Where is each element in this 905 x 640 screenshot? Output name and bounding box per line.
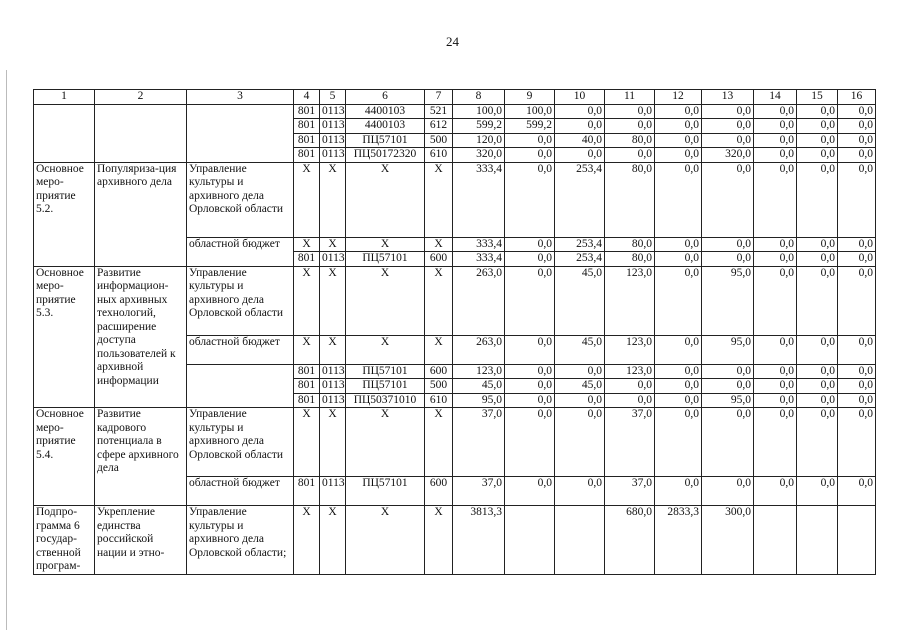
cell: 0,0: [754, 162, 797, 237]
header-cell: 10: [555, 90, 605, 105]
cell: 0,0: [555, 104, 605, 119]
cell: 0113: [320, 104, 346, 119]
cell: 612: [425, 119, 453, 134]
cell: 0,0: [754, 379, 797, 394]
cell: 0,0: [838, 119, 876, 134]
subprogram-title: Укрепление единства российской нации и этно-: [95, 506, 187, 575]
activity-label: Основное меро-приятие 5.3.: [34, 266, 95, 408]
cell: 0,0: [797, 237, 838, 252]
cell: ПЦ57101: [346, 252, 425, 267]
cell: 801: [294, 252, 320, 267]
cell: 263,0: [453, 335, 505, 364]
cell: 123,0: [453, 364, 505, 379]
header-cell: 8: [453, 90, 505, 105]
cell: 320,0: [702, 148, 754, 163]
cell: 0,0: [838, 252, 876, 267]
cell: 0,0: [555, 477, 605, 506]
cell: 80,0: [605, 252, 655, 267]
header-cell: 7: [425, 90, 453, 105]
cell: 0,0: [505, 266, 555, 335]
cell: 0,0: [655, 379, 702, 394]
cell: 0,0: [754, 148, 797, 163]
cell: [797, 506, 838, 575]
cell: 0,0: [754, 252, 797, 267]
cell: 0,0: [797, 148, 838, 163]
cell: X: [320, 162, 346, 237]
cell: 0,0: [838, 364, 876, 379]
header-cell: 15: [797, 90, 838, 105]
cell: 0,0: [655, 119, 702, 134]
cell: 37,0: [453, 477, 505, 506]
cell: 0,0: [505, 393, 555, 408]
cell: 0,0: [555, 364, 605, 379]
cell: 599,2: [505, 119, 555, 134]
cell: 80,0: [605, 237, 655, 252]
cell: 0,0: [838, 393, 876, 408]
cell: 0,0: [505, 252, 555, 267]
table-row: [34, 506, 876, 575]
funding-source: областной бюджет: [187, 237, 294, 266]
cell: X: [346, 162, 425, 237]
cell: 120,0: [453, 133, 505, 148]
cell: 801: [294, 148, 320, 163]
cell: ПЦ57101: [346, 364, 425, 379]
cell: 600: [425, 252, 453, 267]
table-header: [34, 90, 876, 105]
cell: 4400103: [346, 104, 425, 119]
cell: 0,0: [838, 335, 876, 364]
cell: 253,4: [555, 252, 605, 267]
cell: 0,0: [655, 252, 702, 267]
cell: X: [320, 237, 346, 252]
cell: 0,0: [838, 477, 876, 506]
cell: 0,0: [655, 148, 702, 163]
cell: 801: [294, 133, 320, 148]
header-cell: 12: [655, 90, 702, 105]
cell: 100,0: [453, 104, 505, 119]
cell: X: [320, 408, 346, 477]
cell: 0,0: [655, 477, 702, 506]
cell: 0,0: [797, 408, 838, 477]
cell: 0,0: [754, 408, 797, 477]
cell: 0,0: [505, 477, 555, 506]
cell: 521: [425, 104, 453, 119]
cell: 801: [294, 364, 320, 379]
cell: 0113: [320, 364, 346, 379]
cell: 600: [425, 477, 453, 506]
cell: 100,0: [505, 104, 555, 119]
cell: 4400103: [346, 119, 425, 134]
cell: 0113: [320, 148, 346, 163]
cell: 0,0: [702, 252, 754, 267]
cell: 333,4: [453, 237, 505, 252]
cell: 45,0: [555, 266, 605, 335]
cell: 0,0: [797, 133, 838, 148]
cell: 123,0: [605, 364, 655, 379]
cell: X: [294, 237, 320, 252]
activity-label: Основное меро-приятие 5.4.: [34, 408, 95, 506]
cell: 0,0: [505, 408, 555, 477]
cell: X: [294, 408, 320, 477]
cell: 0,0: [754, 335, 797, 364]
cell: 0,0: [605, 104, 655, 119]
header-cell: 9: [505, 90, 555, 105]
cell: X: [346, 506, 425, 575]
cell: X: [425, 408, 453, 477]
cell: X: [294, 162, 320, 237]
cell: 0,0: [505, 237, 555, 252]
cell: 0,0: [655, 237, 702, 252]
cell: 0,0: [838, 237, 876, 252]
header-cell: 6: [346, 90, 425, 105]
cell: 0,0: [754, 104, 797, 119]
table-row: [34, 162, 876, 237]
cell: 0,0: [797, 477, 838, 506]
table-row: [34, 104, 876, 119]
cell: 500: [425, 379, 453, 394]
cell: 0113: [320, 119, 346, 134]
activity-title: Развитие информацион-ных архивных технологий, расширение доступа пользователей к архивной информации: [95, 266, 187, 408]
cell: ПЦ57101: [346, 477, 425, 506]
cell: 599,2: [453, 119, 505, 134]
activity-title: Развитие кадрового потенциала в сфере архивного дела: [95, 408, 187, 506]
cell: [754, 506, 797, 575]
cell: 0,0: [754, 266, 797, 335]
budget-table: [33, 89, 876, 575]
cell: X: [425, 162, 453, 237]
cell: X: [425, 335, 453, 364]
cell: 0,0: [754, 119, 797, 134]
cell: [505, 506, 555, 575]
cell: 123,0: [605, 335, 655, 364]
cell: 0,0: [702, 477, 754, 506]
cell: 40,0: [555, 133, 605, 148]
cell: 0,0: [797, 364, 838, 379]
cell: 0,0: [702, 364, 754, 379]
funding-source: областной бюджет: [187, 477, 294, 506]
cell: 801: [294, 477, 320, 506]
cell: [555, 506, 605, 575]
cell: 0,0: [797, 393, 838, 408]
empty-cell: [95, 104, 187, 162]
cell: 0,0: [505, 162, 555, 237]
cell: 0,0: [605, 119, 655, 134]
cell: 37,0: [605, 477, 655, 506]
cell: 3813,3: [453, 506, 505, 575]
cell: 0,0: [655, 266, 702, 335]
cell: 0,0: [838, 266, 876, 335]
cell: X: [425, 266, 453, 335]
cell: 0,0: [505, 335, 555, 364]
table-row: [34, 408, 876, 477]
cell: X: [346, 335, 425, 364]
cell: 0,0: [754, 364, 797, 379]
empty-cell: [34, 104, 95, 162]
cell: 0,0: [754, 237, 797, 252]
cell: 253,4: [555, 162, 605, 237]
cell: 45,0: [453, 379, 505, 394]
cell: 0,0: [797, 162, 838, 237]
cell: 500: [425, 133, 453, 148]
cell: 0,0: [754, 393, 797, 408]
cell: 300,0: [702, 506, 754, 575]
cell: 0,0: [797, 252, 838, 267]
cell: 680,0: [605, 506, 655, 575]
header-cell: 16: [838, 90, 876, 105]
cell: 263,0: [453, 266, 505, 335]
cell: 0,0: [838, 148, 876, 163]
cell: 333,4: [453, 162, 505, 237]
cell: 45,0: [555, 379, 605, 394]
cell: 0,0: [797, 266, 838, 335]
executor: Управление культуры и архивного дела Орловской области: [187, 162, 294, 237]
cell: 610: [425, 148, 453, 163]
funding-source: областной бюджет: [187, 335, 294, 364]
cell: ПЦ50371010: [346, 393, 425, 408]
header-cell: 1: [34, 90, 95, 105]
activity-title: Популяриза-ция архивного дела: [95, 162, 187, 266]
cell: 0,0: [702, 162, 754, 237]
subprogram-label: Подпро-грамма 6 государ-ственной програм-: [34, 506, 95, 575]
cell: 80,0: [605, 162, 655, 237]
executor: Управление культуры и архивного дела Орловской области;: [187, 506, 294, 575]
cell: 0,0: [605, 393, 655, 408]
cell: X: [425, 237, 453, 252]
page-number: 24: [446, 34, 459, 49]
cell: X: [346, 266, 425, 335]
cell: 0,0: [702, 104, 754, 119]
cell: 0,0: [838, 162, 876, 237]
header-cell: 3: [187, 90, 294, 105]
cell: ПЦ57101: [346, 133, 425, 148]
cell: X: [425, 506, 453, 575]
cell: 0,0: [754, 477, 797, 506]
cell: 0,0: [555, 148, 605, 163]
cell: 610: [425, 393, 453, 408]
cell: 80,0: [605, 133, 655, 148]
cell: 0,0: [702, 119, 754, 134]
cell: X: [294, 266, 320, 335]
empty-cell: [187, 364, 294, 408]
cell: 0113: [320, 133, 346, 148]
cell: 801: [294, 379, 320, 394]
cell: 0,0: [702, 133, 754, 148]
header-cell: 2: [95, 90, 187, 105]
cell: X: [320, 266, 346, 335]
cell: 0,0: [655, 133, 702, 148]
empty-cell: [187, 104, 294, 162]
cell: 0,0: [505, 148, 555, 163]
cell: X: [294, 506, 320, 575]
cell: 0,0: [505, 133, 555, 148]
cell: 0,0: [754, 133, 797, 148]
cell: 0,0: [655, 393, 702, 408]
scan-edge-line: [6, 70, 7, 630]
cell: 0,0: [605, 148, 655, 163]
cell: 0,0: [505, 379, 555, 394]
cell: 0,0: [655, 364, 702, 379]
cell: X: [320, 335, 346, 364]
cell: 95,0: [702, 393, 754, 408]
cell: 0,0: [838, 104, 876, 119]
cell: 95,0: [702, 266, 754, 335]
executor: Управление культуры и архивного дела Орловской области: [187, 266, 294, 335]
cell: ПЦ50172320: [346, 148, 425, 163]
cell: 0,0: [555, 408, 605, 477]
cell: X: [320, 506, 346, 575]
cell: 0113: [320, 477, 346, 506]
cell: 0,0: [702, 379, 754, 394]
executor: Управление культуры и архивного дела Орловской области: [187, 408, 294, 477]
cell: 45,0: [555, 335, 605, 364]
cell: 0,0: [505, 364, 555, 379]
cell: 0,0: [555, 119, 605, 134]
cell: 320,0: [453, 148, 505, 163]
table-row: [34, 266, 876, 335]
cell: X: [346, 408, 425, 477]
cell: 0,0: [605, 379, 655, 394]
cell: 0113: [320, 379, 346, 394]
header-cell: 11: [605, 90, 655, 105]
cell: 37,0: [453, 408, 505, 477]
header-cell: 5: [320, 90, 346, 105]
cell: 0,0: [702, 237, 754, 252]
cell: 0,0: [555, 393, 605, 408]
cell: 0,0: [797, 379, 838, 394]
cell: 0,0: [797, 104, 838, 119]
cell: 0,0: [838, 133, 876, 148]
header-cell: 14: [754, 90, 797, 105]
cell: 0,0: [702, 408, 754, 477]
cell: ПЦ57101: [346, 379, 425, 394]
cell: 95,0: [702, 335, 754, 364]
header-cell: 4: [294, 90, 320, 105]
cell: 801: [294, 119, 320, 134]
cell: 37,0: [605, 408, 655, 477]
activity-label: Основное меро-приятие 5.2.: [34, 162, 95, 266]
cell: X: [346, 237, 425, 252]
cell: 801: [294, 393, 320, 408]
cell: 0,0: [838, 408, 876, 477]
cell: 801: [294, 104, 320, 119]
cell: 0,0: [655, 104, 702, 119]
cell: 0113: [320, 252, 346, 267]
cell: 253,4: [555, 237, 605, 252]
cell: 600: [425, 364, 453, 379]
cell: [838, 506, 876, 575]
cell: X: [294, 335, 320, 364]
cell: 2833,3: [655, 506, 702, 575]
cell: 95,0: [453, 393, 505, 408]
cell: 0,0: [797, 335, 838, 364]
header-cell: 13: [702, 90, 754, 105]
cell: 0,0: [655, 408, 702, 477]
cell: 0113: [320, 393, 346, 408]
cell: 333,4: [453, 252, 505, 267]
cell: 0,0: [655, 162, 702, 237]
cell: 0,0: [838, 379, 876, 394]
cell: 0,0: [797, 119, 838, 134]
cell: 0,0: [655, 335, 702, 364]
cell: 123,0: [605, 266, 655, 335]
